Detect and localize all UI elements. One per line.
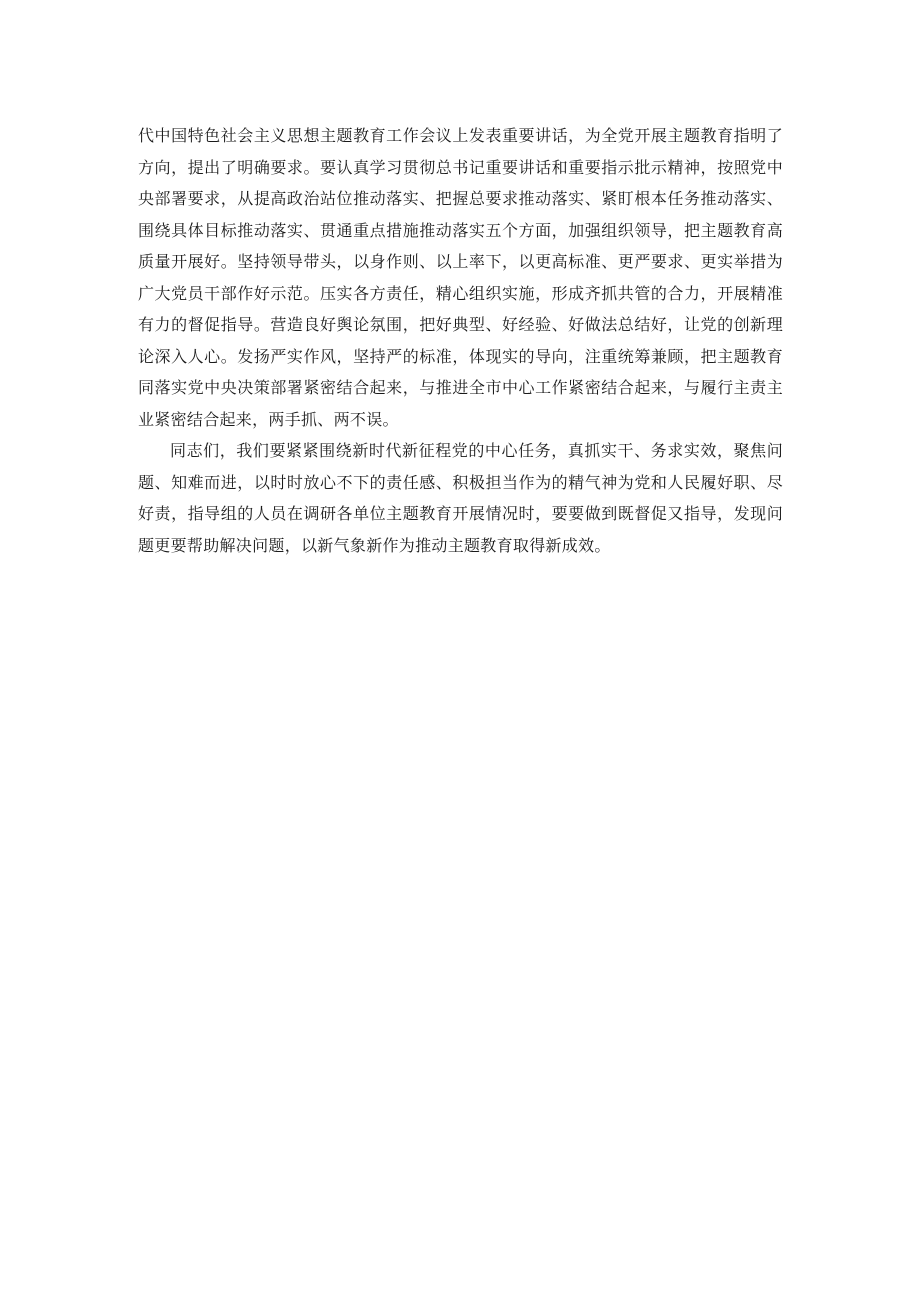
- body-paragraph-1: 代中国特色社会主义思想主题教育工作会议上发表重要讲话，为全党开展主题教育指明了方向，提出了明确要求。要认真学习贯彻总书记重要讲话和重要指示批示精神，按照党中央部署要求，从提高政治站位推动落实、把握总要求推动落实、紧盯根本任务推动落实、围绕具体目标推动落实、贯通重点措施推动落实五个方面，加强组织领导，把主题教育高质量开展好。坚持领导带头，以身作则、以上率下，以更高标准、更严要求、更实举措为广大党员干部作好示范。压实各方责任，精心组织实施，形成齐抓共管的合力，开展精准有力的督促指导。营造良好舆论氛围，把好典型、好经验、好做法总结好，让党的创新理论深入人心。发扬严实作风，坚持严的标准，体现实的导向，注重统筹兼顾，把主题教育同落实党中央决策部署紧密结合起来，与推进全市中心工作紧密结合起来，与履行主责主业紧密结合起来，两手抓、两不误。: [138, 126, 783, 429]
- document-body: [138, 120, 783, 561]
- body-paragraph-2: 同志们，我们要紧紧围绕新时代新征程党的中心任务，真抓实干、务求实效，聚焦问题、知难而进，以时时放心不下的责任感、积极担当作为的精气神为党和人民履好职、尽好责，指导组的人员在调研各单位主题教育开展情况时，要要做到既督促又指导，发现问题更要帮助解决问题，以新气象新作为推动主题教育取得新成效。: [138, 441, 783, 555]
